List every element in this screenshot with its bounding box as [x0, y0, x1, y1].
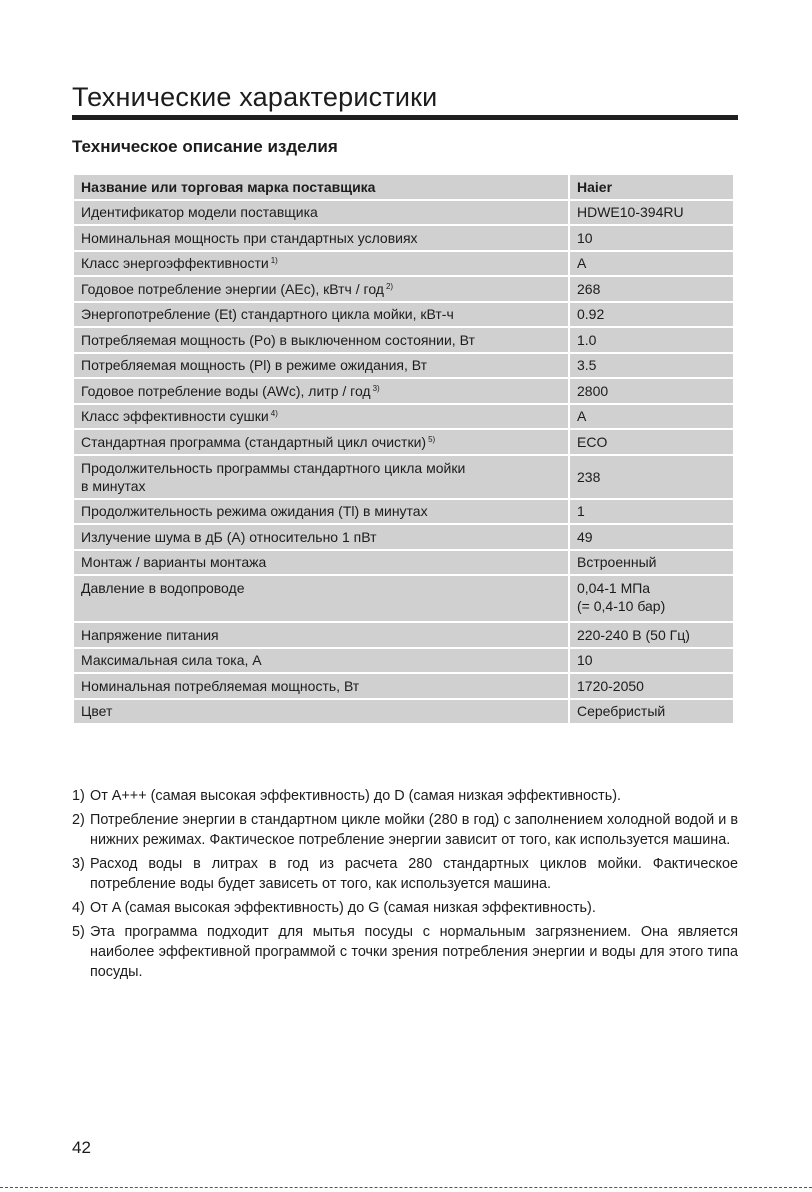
- table-row: [73, 648, 734, 674]
- row-label: Годовое потребление энергии (AEc), кВтч / год $^{2)}$: [73, 276, 569, 302]
- row-label: Потребляемая мощность (Po) в выключенном состоянии, Вт: [73, 327, 569, 353]
- row-label: Номинальная потребляемая мощность, Вт: [73, 673, 569, 699]
- footnote-text: Потребление энергии в стандартном цикле мойки (280 в год) с заполнением холодной водой и в нижних режимах. Фактическое потребление энергии зависит от того, как используется машина.: [90, 812, 738, 848]
- title-divider: [72, 115, 738, 120]
- table-row: [73, 429, 734, 455]
- row-label: Давление в водопроводе: [73, 575, 569, 622]
- footnote: [72, 922, 738, 982]
- footnote: [72, 854, 738, 894]
- footnote-number: 3): [72, 856, 85, 872]
- row-value: 0,04-1 МПа (= 0,4-10 бар): [569, 575, 734, 622]
- row-label: Идентификатор модели поставщика: [73, 200, 569, 226]
- table-header-row: [73, 174, 734, 200]
- footnote: [72, 898, 738, 918]
- row-value: ECO: [569, 429, 734, 455]
- row-value: 268: [569, 276, 734, 302]
- table-row: [73, 327, 734, 353]
- row-label: Годовое потребление воды (AWc), литр / год $^{3)}$: [73, 378, 569, 404]
- row-value: Встроенный: [569, 550, 734, 576]
- row-value: Серебристый: [569, 699, 734, 725]
- page-title: Технические характеристики: [72, 82, 438, 112]
- row-value: 1720-2050: [569, 673, 734, 699]
- row-value: 49: [569, 524, 734, 550]
- row-value: 1.0: [569, 327, 734, 353]
- row-value: Haier: [569, 174, 734, 200]
- row-label: Продолжительность режима ожидания (Tl) в минутах: [73, 499, 569, 525]
- table-row: [73, 455, 734, 499]
- table-row: [73, 251, 734, 277]
- table-row: [73, 404, 734, 430]
- table-row: [73, 550, 734, 576]
- table-row: [73, 524, 734, 550]
- footnote-ref: 2): [385, 281, 394, 291]
- row-value: A: [569, 251, 734, 277]
- row-value: HDWE10-394RU: [569, 200, 734, 226]
- row-value: 10: [569, 225, 734, 251]
- footnote-number: 1): [72, 788, 85, 804]
- row-value: 220-240 В (50 Гц): [569, 622, 734, 648]
- table-row: [73, 353, 734, 379]
- row-value: 10: [569, 648, 734, 674]
- table-row: [73, 200, 734, 226]
- row-value: 238: [569, 455, 734, 499]
- table-row: [73, 225, 734, 251]
- page-edge-divider: [0, 1187, 812, 1188]
- footnote: [72, 810, 738, 850]
- row-label: Цвет: [73, 699, 569, 725]
- table-row: [73, 673, 734, 699]
- row-label: Максимальная сила тока, А: [73, 648, 569, 674]
- row-value: 2800: [569, 378, 734, 404]
- footnote-text: Эта программа подходит для мытья посуды с нормальным загрязнением. Она является наиболее эффективной программой с точки зрения потребления энергии и воды для этого типа посуды.: [90, 924, 738, 980]
- footnote-text: От A (самая высокая эффективность) до G (самая низкая эффективность).: [90, 900, 596, 916]
- row-label: Излучение шума в дБ (A) относительно 1 пВт: [73, 524, 569, 550]
- footnote-text: От A+++ (самая высокая эффективность) до D (самая низкая эффективность).: [90, 788, 622, 804]
- row-label: Класс эффективности сушки $^{4)}$: [73, 404, 569, 430]
- table-row: [73, 622, 734, 648]
- table-row: [73, 276, 734, 302]
- footnote-text: Расход воды в литрах в год из расчета 280 стандартных циклов мойки. Фактическое потребление воды будет зависеть от того, как используется машина.: [90, 856, 738, 892]
- row-label: Потребляемая мощность (Pl) в режиме ожидания, Вт: [73, 353, 569, 379]
- row-value: 0.92: [569, 302, 734, 328]
- section-title: Техническое описание изделия: [72, 137, 338, 156]
- footnote-ref: 5): [428, 434, 436, 444]
- footnote-ref: 3): [372, 383, 380, 393]
- row-value: 3.5: [569, 353, 734, 379]
- row-label: Энергопотребление (Et) стандартного цикла мойки, кВт-ч: [73, 302, 569, 328]
- row-label: Стандартная программа (стандартный цикл очистки) $^{5)}$: [73, 429, 569, 455]
- footnotes: [72, 786, 738, 986]
- row-label: Номинальная мощность при стандартных условиях: [73, 225, 569, 251]
- table-row: [73, 499, 734, 525]
- row-label: Монтаж / варианты монтажа: [73, 550, 569, 576]
- footnote-number: 4): [72, 900, 85, 916]
- row-label: Продолжительность программы стандартного цикла мойки в минутах: [73, 455, 569, 499]
- footnote-number: 2): [72, 812, 85, 828]
- row-label: Название или торговая марка поставщика: [73, 174, 569, 200]
- row-label: Напряжение питания: [73, 622, 569, 648]
- table-row: [73, 699, 734, 725]
- page-number: 42: [72, 1138, 91, 1157]
- row-value: 1: [569, 499, 734, 525]
- footnote-ref: 1): [270, 256, 278, 266]
- table-row: [73, 302, 734, 328]
- table-row: [73, 575, 734, 622]
- table-row: [73, 378, 734, 404]
- footnote-ref: 4): [270, 409, 278, 419]
- footnote-number: 5): [72, 924, 85, 940]
- spec-table: [72, 173, 735, 725]
- footnote: [72, 786, 738, 806]
- row-label: Класс энергоэффективности $^{1)}$: [73, 251, 569, 277]
- row-value: A: [569, 404, 734, 430]
